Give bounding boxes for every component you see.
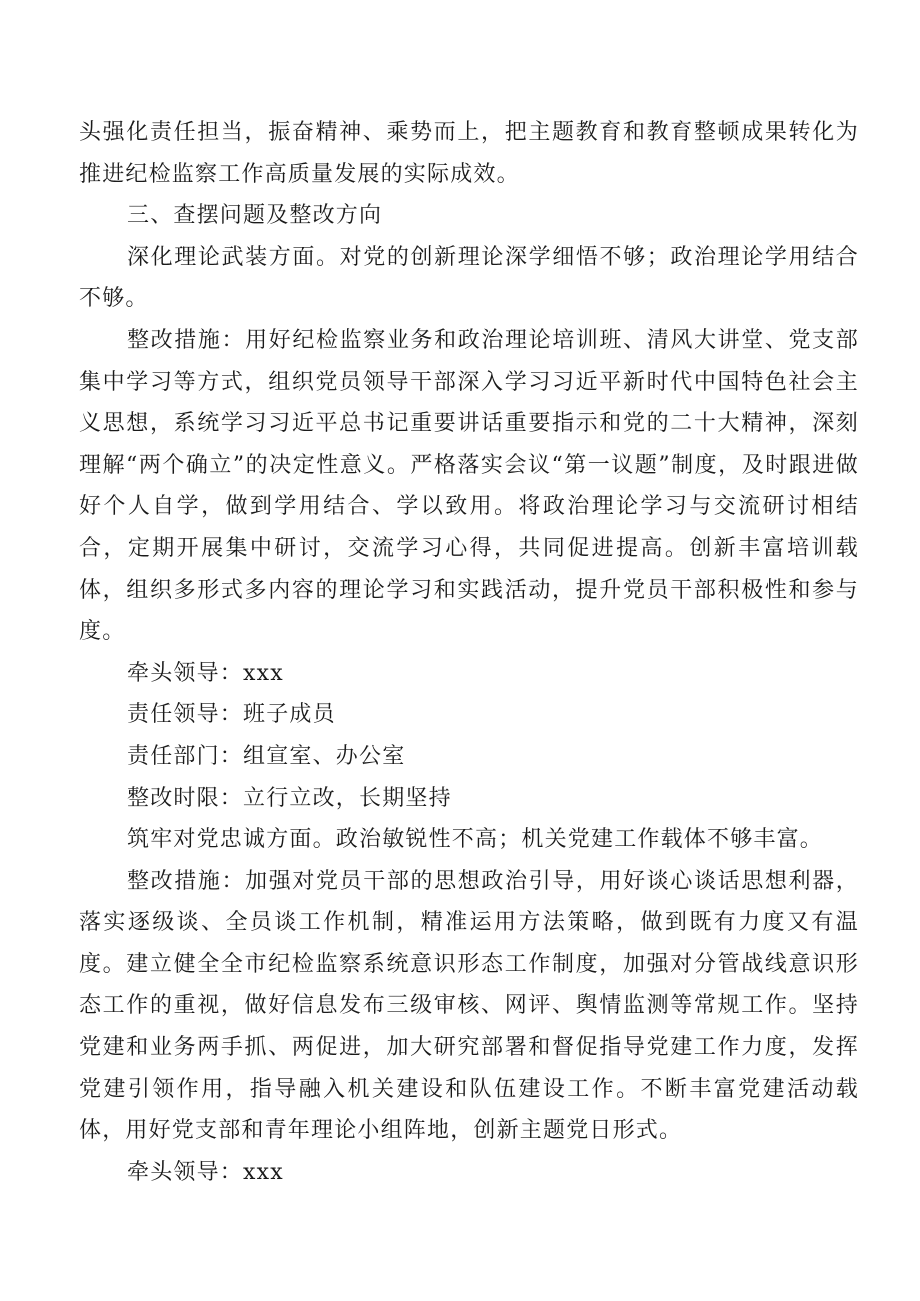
responsible-leader-field: 责任领导：班子成员 <box>127 702 336 728</box>
lead-leader-field-2: 牵头领导：xxx <box>127 1159 284 1185</box>
paragraph-continuation: 头强化责任担当，振奋精神、乘势而上，把主题教育和教育整顿成果转化为推进纪检监察工作高质量发展的实际成效。 <box>79 120 859 187</box>
section-heading: 三、查摆问题及整改方向 <box>127 203 383 229</box>
deadline-field: 整改时限：立行立改，长期坚持 <box>127 785 452 811</box>
paragraph-theory-issue: 深化理论武装方面。对党的创新理论深学细悟不够；政治理论学用结合不够。 <box>79 244 859 312</box>
paragraph-loyalty-issue: 筑牢对党忠诚方面。政治敏锐性不高；机关党建工作载体不够丰富。 <box>127 827 824 853</box>
paragraph-theory-measures: 整改措施：用好纪检监察业务和政治理论培训班、清风大讲堂、党支部集中学习等方式，组织党员领导干部深入学习习近平新时代中国特色社会主义思想，系统学习习近平总书记重要讲话重要指示和党的二十大精神，深刻理解“两个确立”的决定性意义。严格落实会议“第一议题”制度，及时跟进做好个人自学，做到学用结合、学以致用。将政治理论学习与交流研讨相结合，定期开展集中研讨，交流学习心得，共同促进提高。创新丰富培训载体，组织多形式多内容的理论学习和实践活动，提升党员干部积极性和参与度。 <box>79 327 859 645</box>
responsible-department-field: 责任部门：组宣室、办公室 <box>127 743 406 769</box>
document-page <box>79 112 859 1193</box>
paragraph-loyalty-measures: 整改措施：加强对党员干部的思想政治引导，用好谈心谈话思想利器，落实逐级谈、全员谈工作机制，精准运用方法策略，做到既有力度又有温度。建立健全全市纪检监察系统意识形态工作制度，加强对分管战线意识形态工作的重视，做好信息发布三级审核、网评、舆情监测等常规工作。坚持党建和业务两手抓、两促进，加大研究部署和督促指导党建工作力度，发挥党建引领作用，指导融入机关建设和队伍建设工作。不断丰富党建活动载体，用好党支部和青年理论小组阵地，创新主题党日形式。 <box>79 868 859 1144</box>
lead-leader-field: 牵头领导：xxx <box>127 660 284 686</box>
